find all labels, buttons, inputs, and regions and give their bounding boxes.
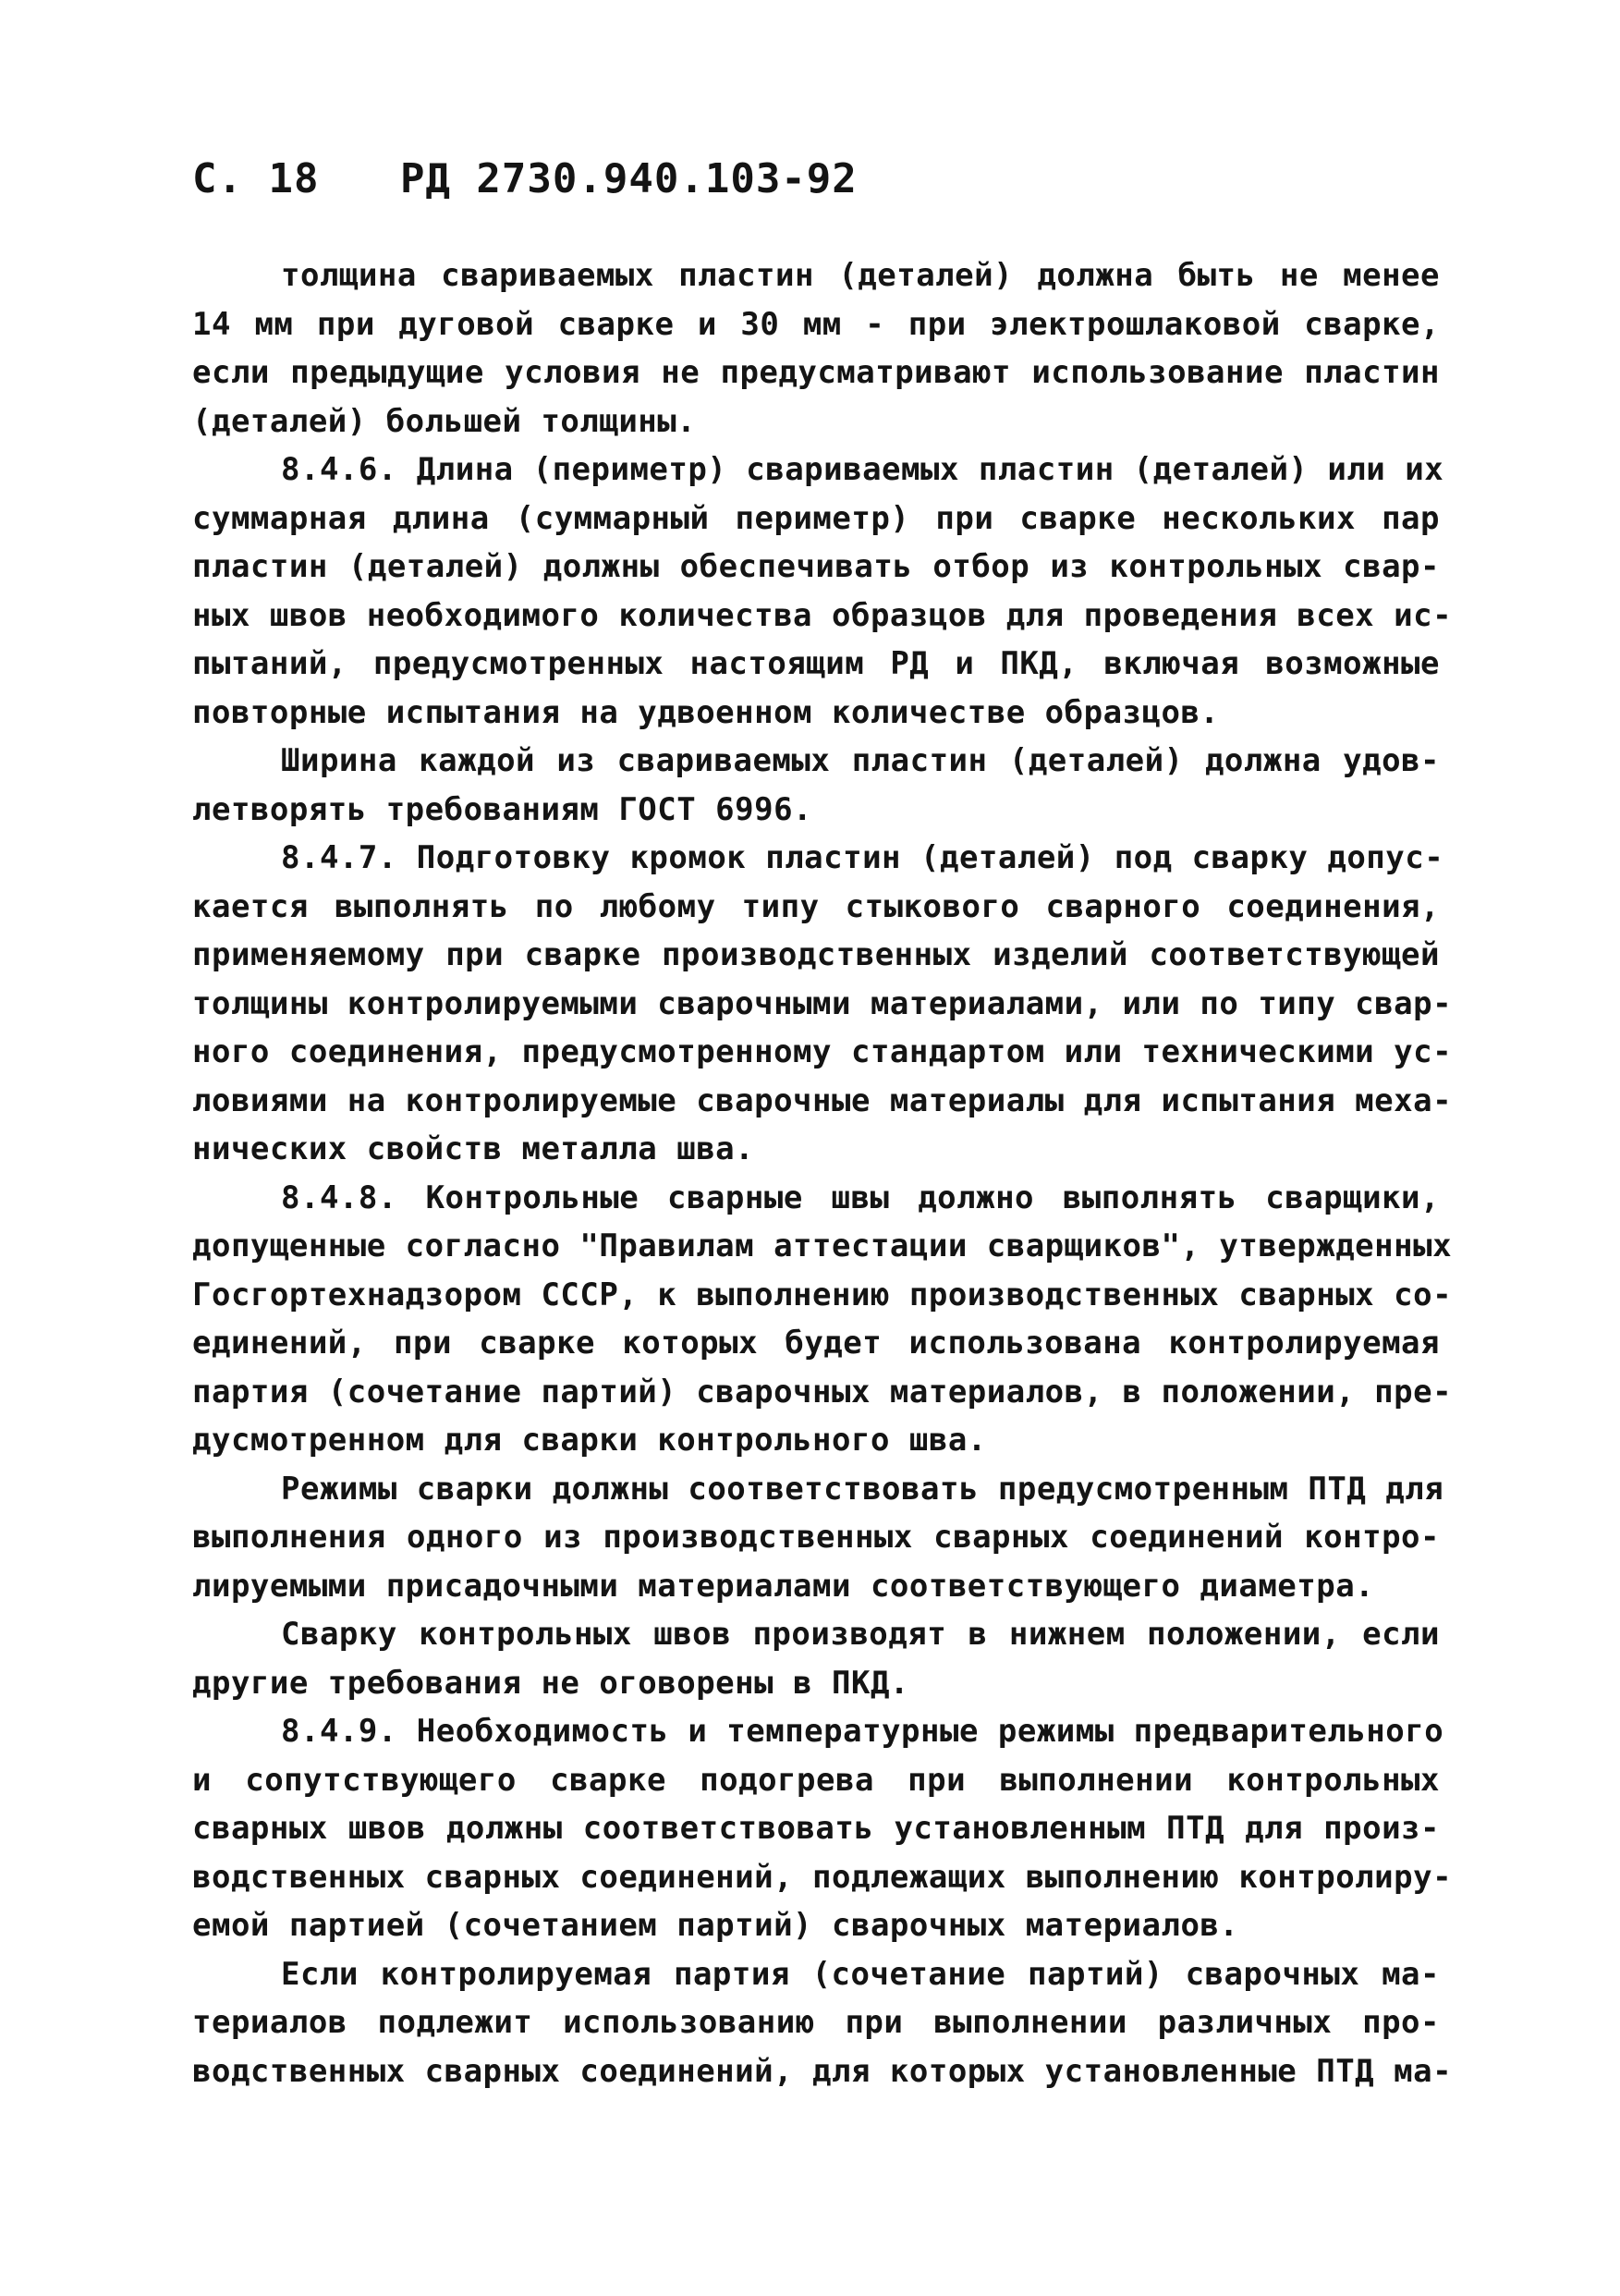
text-line: Госгортехнадзором СССР, к выполнению производственных сварных со- [192, 1276, 1453, 1313]
document-code: РД 2730.940.103-92 [399, 155, 858, 202]
text-line: повторные испытания на удвоенном количестве образцов. [192, 693, 1220, 731]
text-line: 8.4.6. Длина (периметр) свариваемых пластин (деталей) или их [281, 451, 1444, 488]
text-line: ловиями на контролируемые сварочные материалы для испытания меха- [192, 1081, 1453, 1119]
text-line: (деталей) большей толщины. [192, 402, 697, 440]
text-line: Режимы сварки должны соответствовать предусмотренным ПТД для [281, 1470, 1444, 1508]
text-line: Ширина каждой из свариваемых пластин (деталей) должна удов- [281, 742, 1440, 779]
text-line: Если контролируемая партия (сочетание партий) сварочных ма- [281, 1955, 1440, 1993]
text-line: сварных швов должны соответствовать установленным ПТД для произ- [192, 1810, 1440, 1847]
text-line: ного соединения, предусмотренному стандартом или техническими ус- [192, 1033, 1453, 1070]
text-line: кается выполнять по любому типу стыкового сварного соединения, [192, 887, 1440, 925]
text-line: если предыдущие условия не предусматривают использование пластин [192, 354, 1440, 391]
text-line: дусмотренном для сварки контрольного шва. [192, 1422, 987, 1459]
text-line: пытаний, предусмотренных настоящим РД и ПКД, включая возможные [192, 645, 1440, 682]
text-line: толщины контролируемыми сварочными материалами, или по типу свар- [192, 984, 1453, 1022]
text-line: и сопутствующего сварке подогрева при выполнении контрольных [192, 1761, 1440, 1799]
text-line: ных швов необходимого количества образцов для проведения всех ис- [192, 596, 1453, 634]
text-line: 8.4.7. Подготовку кромок пластин (деталей) под сварку допус- [281, 839, 1444, 876]
text-line: 14 мм при дуговой сварке и 30 мм - при электрошлаковой сварке, [192, 305, 1440, 343]
text-line: лируемыми присадочными материалами соответствующего диаметра. [192, 1567, 1375, 1605]
text-line: 8.4.9. Необходимость и температурные режимы предварительного [281, 1713, 1444, 1750]
text-line: Сварку контрольных швов производят в нижнем положении, если [281, 1616, 1440, 1653]
text-line: нических свойств металла шва. [192, 1130, 755, 1167]
text-line: летворять требованиям ГОСТ 6996. [192, 790, 813, 828]
text-line: партия (сочетание партий) сварочных материалов, в положении, пре- [192, 1373, 1453, 1411]
text-line: допущенные согласно "Правилам аттестации сварщиков", утвержденных [192, 1227, 1453, 1264]
text-line: другие требования не оговорены в ПКД. [192, 1664, 909, 1702]
body-text [192, 251, 1453, 2095]
text-line: выполнения одного из производственных сварных соединений контро- [192, 1519, 1440, 1556]
text-line: териалов подлежит использованию при выполнении различных про- [192, 2004, 1440, 2041]
text-line: единений, при сварке которых будет использована контролируемая [192, 1325, 1440, 1362]
text-line: пластин (деталей) должны обеспечивать отбор из контрольных свар- [192, 548, 1440, 585]
text-line: водственных сварных соединений, подлежащих выполнению контролиру- [192, 1858, 1453, 1896]
text-line: толщина свариваемых пластин (деталей) должна быть не менее [281, 257, 1440, 294]
page-header [192, 155, 858, 202]
text-line: применяемому при сварке производственных изделий соответствующей [192, 936, 1440, 973]
text-line: суммарная длина (суммарный периметр) при сварке нескольких пар [192, 499, 1440, 537]
text-line: 8.4.8. Контрольные сварные швы должно выполнять сварщики, [281, 1179, 1440, 1216]
page-number: С. 18 [192, 155, 320, 202]
text-line: водственных сварных соединений, для которых установленные ПТД ма- [192, 2052, 1453, 2090]
text-line: емой партией (сочетанием партий) сварочных материалов. [192, 1907, 1239, 1944]
